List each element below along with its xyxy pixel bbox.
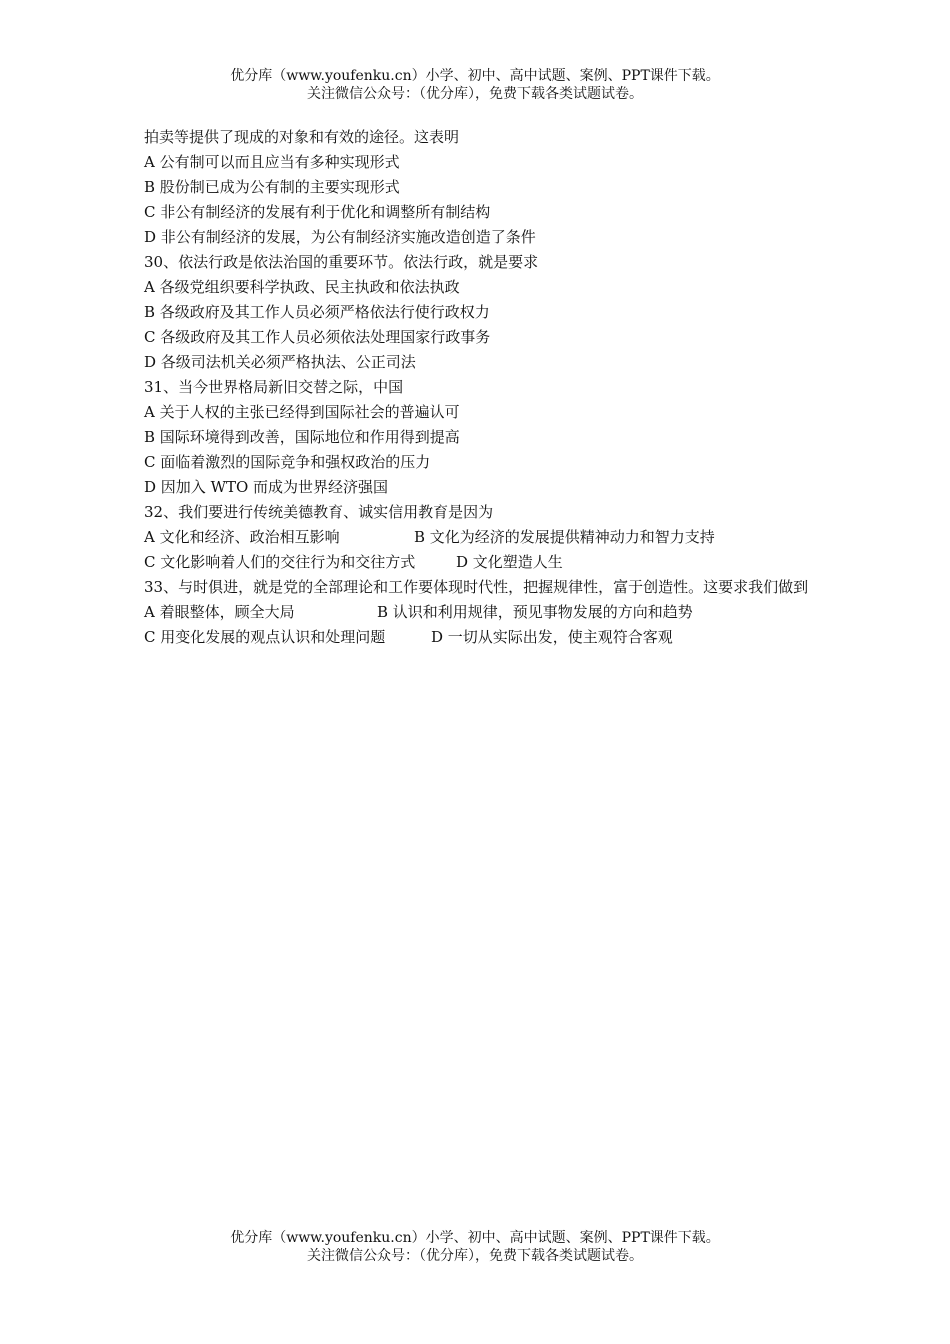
document-body [144, 125, 814, 650]
question-31-option-d: D 因加入 WTO 而成为世界经济强国 [144, 478, 389, 496]
footer-line-1: 优分库（www.youfenku.cn）小学、初中、高中试题、案例、PPT课件下载。 [230, 1230, 720, 1246]
header-line-1: 优分库（www.youfenku.cn）小学、初中、高中试题、案例、PPT课件下载。 [230, 68, 720, 84]
question-33-option-c: C 用变化发展的观点认识和处理问题 [144, 628, 386, 646]
question-29-option-d: D 非公有制经济的发展，为公有制经济实施改造创造了条件 [144, 228, 536, 246]
question-33-option-d: D 一切从实际出发，使主观符合客观 [431, 628, 673, 646]
question-30-option-d: D 各级司法机关必须严格执法、公正司法 [144, 353, 416, 371]
question-33-option-a: A 着眼整体，顾全大局 [144, 603, 295, 621]
question-30-option-c: C 各级政府及其工作人员必须依法处理国家行政事务 [144, 328, 491, 346]
question-32-options-row-2 [144, 550, 814, 575]
question-30-stem: 30、依法行政是依法治国的重要环节。依法行政，就是要求 [144, 253, 539, 271]
question-32-option-d: D 文化塑造人生 [456, 553, 563, 571]
question-29-option-a: A 公有制可以而且应当有多种实现形式 [144, 153, 400, 171]
question-29-option-c: C 非公有制经济的发展有利于优化和调整所有制结构 [144, 203, 491, 221]
question-32-options-row-1 [144, 525, 814, 550]
question-30-option-a: A 各级党组织要科学执政、民主执政和依法执政 [144, 278, 460, 296]
page-footer [0, 1229, 950, 1265]
question-29-continuation: 拍卖等提供了现成的对象和有效的途径。这表明 [144, 128, 460, 146]
question-31-option-c: C 面临着激烈的国际竞争和强权政治的压力 [144, 453, 431, 471]
question-29-option-b: B 股份制已成为公有制的主要实现形式 [144, 178, 400, 196]
question-31-option-a: A 关于人权的主张已经得到国际社会的普遍认可 [144, 403, 460, 421]
question-32-option-b: B 文化为经济的发展提供精神动力和智力支持 [414, 528, 715, 546]
question-32-option-c: C 文化影响着人们的交往行为和交往方式 [144, 553, 416, 571]
question-31-option-b: B 国际环境得到改善，国际地位和作用得到提高 [144, 428, 460, 446]
question-33-option-b: B 认识和利用规律，预见事物发展的方向和趋势 [377, 603, 693, 621]
page-header [0, 67, 950, 103]
header-line-2: 关注微信公众号：（优分库），免费下载各类试题试卷。 [307, 86, 643, 102]
question-31-stem: 31、当今世界格局新旧交替之际，中国 [144, 378, 404, 396]
footer-line-2: 关注微信公众号：（优分库），免费下载各类试题试卷。 [307, 1248, 643, 1264]
question-33-options-row-1 [144, 600, 814, 625]
question-32-option-a: A 文化和经济、政治相互影响 [144, 528, 340, 546]
question-32-stem: 32、我们要进行传统美德教育、诚实信用教育是因为 [144, 503, 494, 521]
question-33-stem: 33、与时俱进，就是党的全部理论和工作要体现时代性，把握规律性，富于创造性。这要求我们做到 [144, 578, 809, 596]
question-33-options-row-2 [144, 625, 814, 650]
question-30-option-b: B 各级政府及其工作人员必须严格依法行使行政权力 [144, 303, 490, 321]
